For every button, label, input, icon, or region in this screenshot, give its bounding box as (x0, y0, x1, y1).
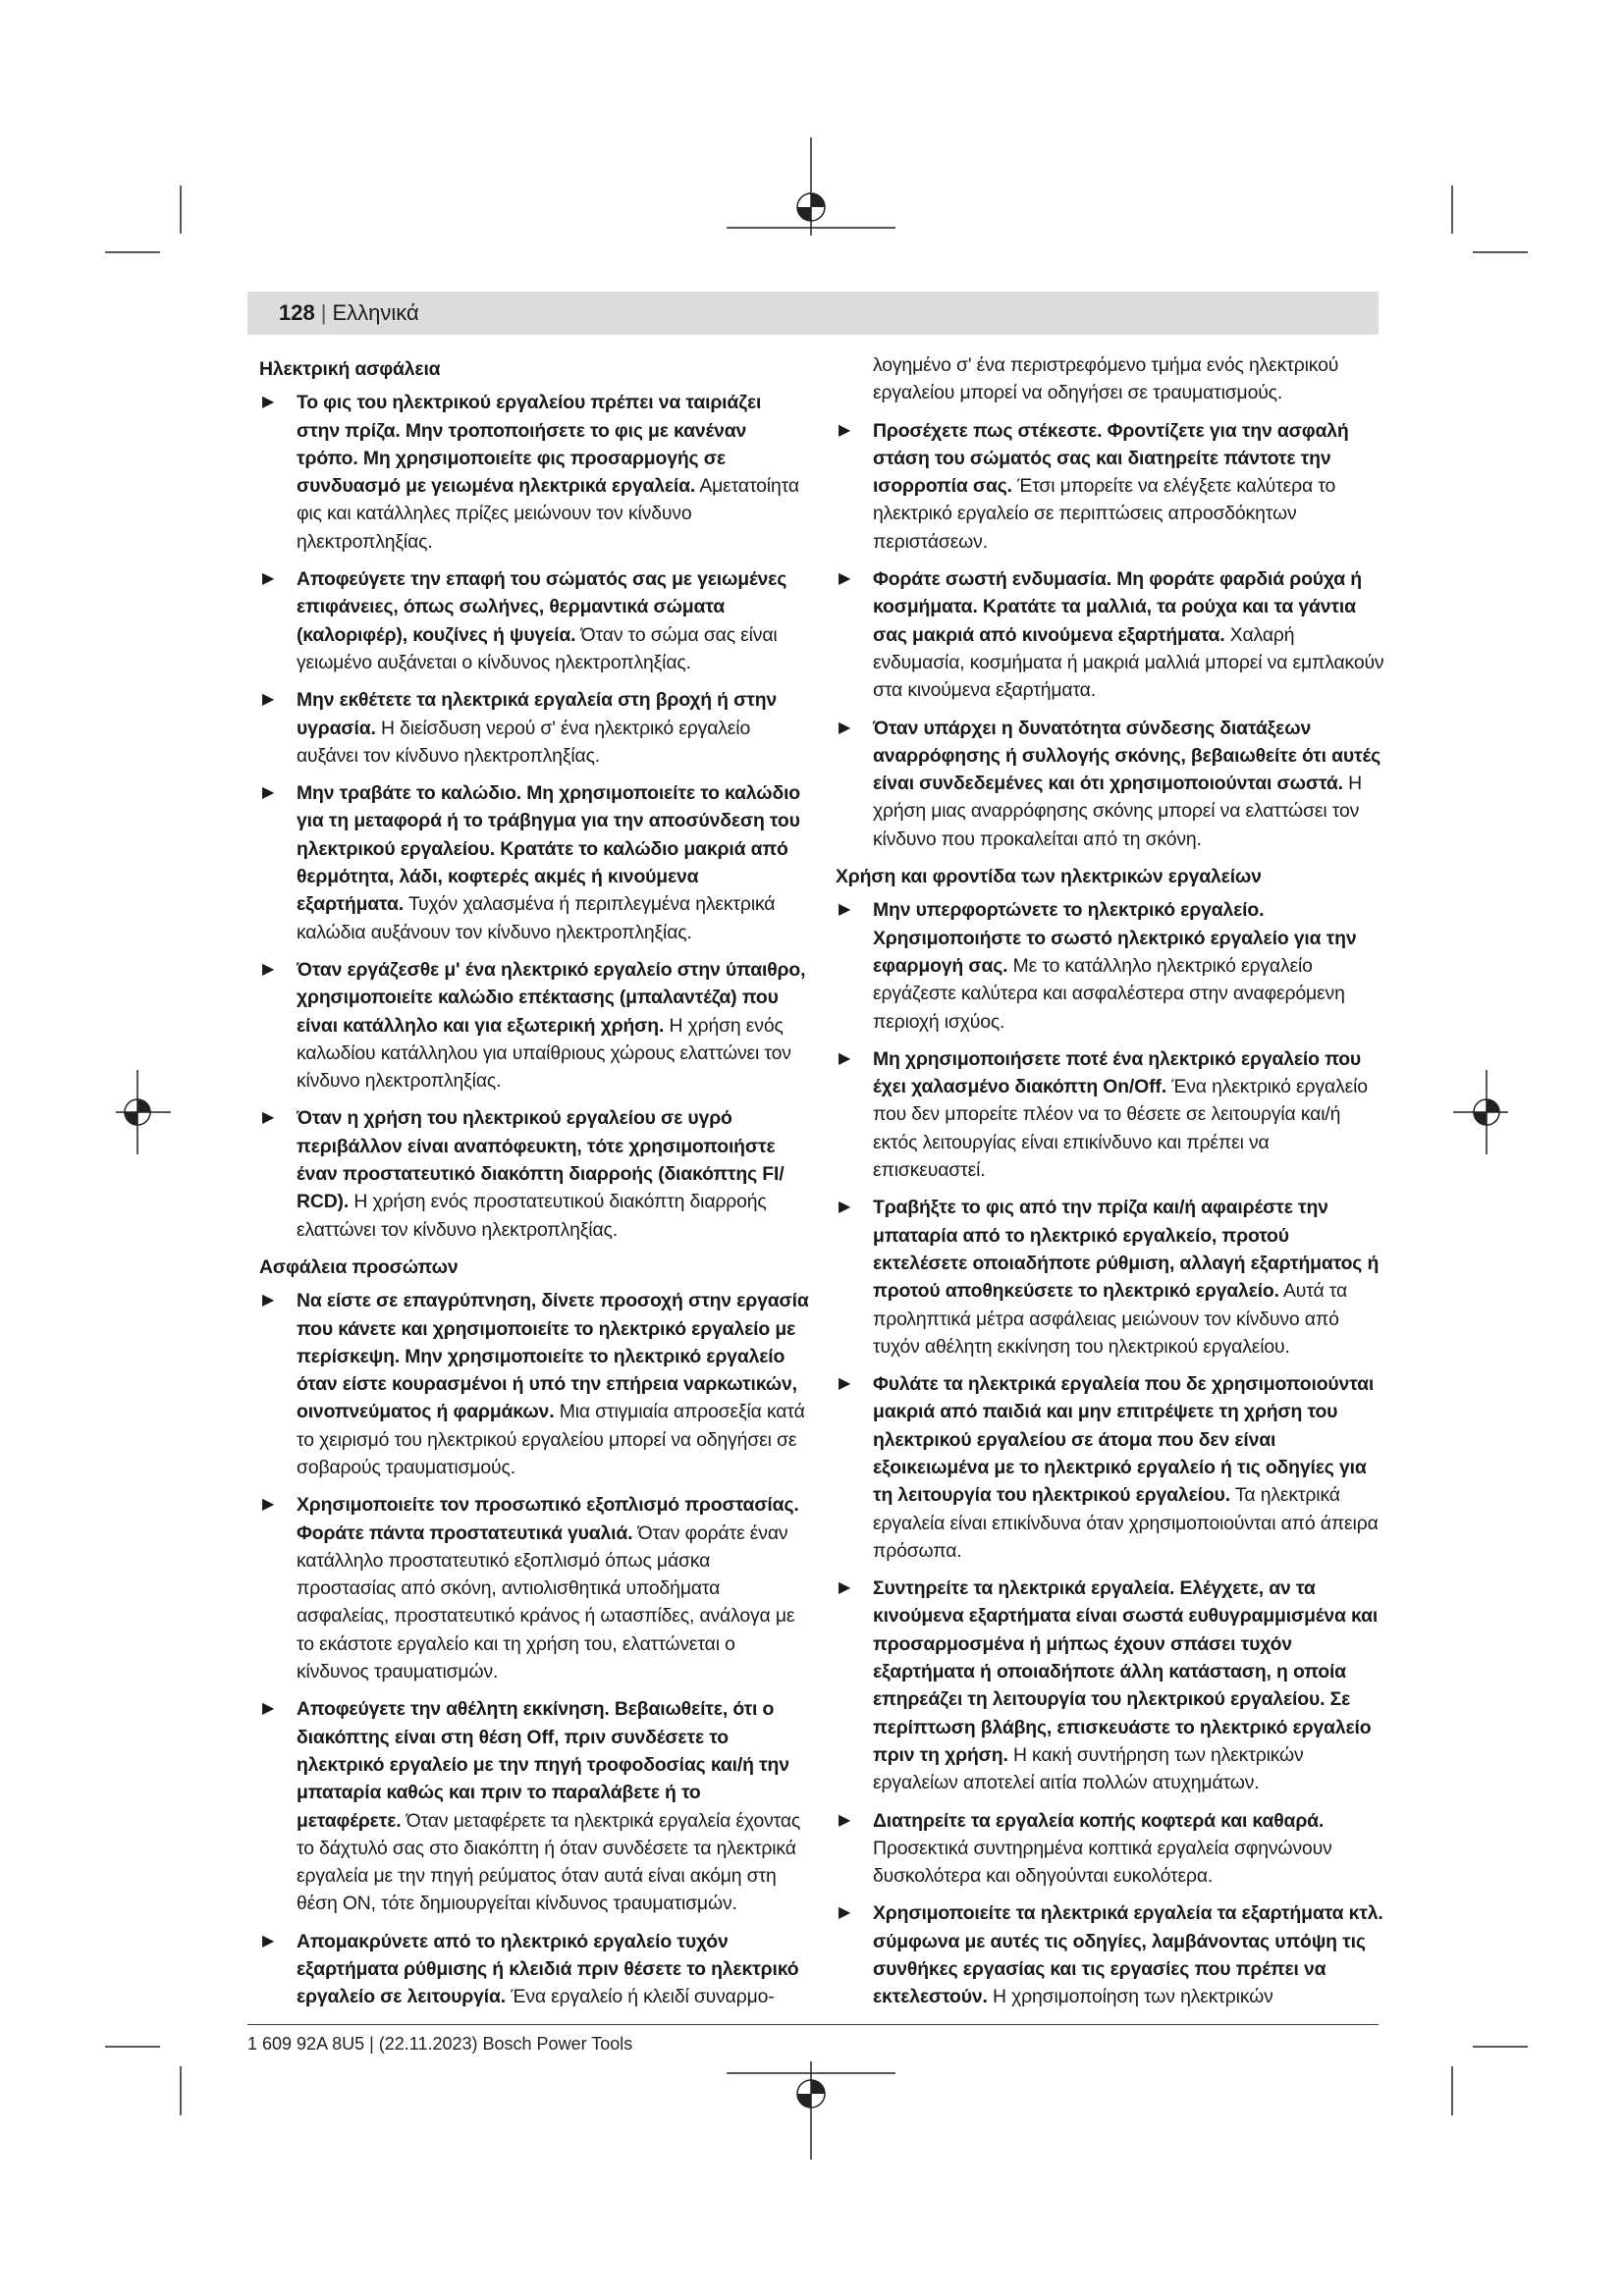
safety-item (836, 896, 1385, 1035)
item-bold-text: Προσέχετε πως στέκεστε. Φροντίζετε για την ασφαλή στάση του σώματός σας και διατηρείτε πάντοτε την ισορροπία σας. (873, 419, 1349, 498)
item-text: Όταν μεταφέρετε τα ηλεκτρικά εργαλεία έχοντας το δάχτυλό σας στο διακόπτη ή όταν συνδέσετε τα ηλεκτρικά εργαλεία με την πηγή ρεύματος όταν αυτά είναι ακόμη στη θέση ON, τότε δημιουργείται κίνδυνος τραυματισμών. (297, 1809, 801, 1915)
bullet-icon: ▶ (839, 570, 851, 588)
safety-item (836, 1899, 1385, 2010)
page-header (247, 292, 1379, 335)
bullet-icon: ▶ (262, 394, 275, 411)
item-text: Η χρήση ενός προστατευτικού διακόπτη διαρροής ελαττώνει τον κίνδυνο ηλεκτροπληξίας. (297, 1191, 767, 1241)
item-text: Τυχόν χαλασμένα ή περιπλεγμένα ηλεκτρικά καλώδια αυξάνουν τον κίνδυνο ηλεκτροπληξίας. (297, 893, 776, 943)
item-bold-text: Όταν η χρήση του ηλεκτρικού εργαλείου σε υγρό περιβάλλον είναι αναπόφευκτη, τότε χρησιμοποιήστε έναν προστατευτικό διακόπτη διαρροής (διακόπτης FI/ RCD). (297, 1107, 785, 1213)
section-heading-tool-use: Χρήση και φροντίδα των ηλεκτρικών εργαλείων (836, 866, 1262, 888)
header-separator: | (320, 300, 327, 325)
item-text: Έτσι μπορείτε να ελέγξετε καλύτερα το ηλεκτρικό εργαλείο σε περιπτώσεις απροσδόκητων περιστάσεων. (873, 475, 1336, 553)
item-bold-text: Όταν εργάζεσθε μ' ένα ηλεκτρικό εργαλείο στην ύπαιθρο, χρησιμοποιείτε καλώδιο επέκτασης (μπαλαντέζα) που είναι κατάλληλο και για εξωτερική χρήση. (297, 958, 806, 1037)
bullet-icon: ▶ (262, 1292, 275, 1309)
bullet-icon: ▶ (262, 1700, 275, 1718)
safety-item (836, 417, 1385, 556)
item-bold-text: Απομακρύνετε από το ηλεκτρικό εργαλείο τυχόν εξαρτήματα ρύθμισης ή κλειδιά πριν θέσετε το ηλεκτρικό εργαλείο σε λειτουργία. (297, 1930, 799, 2008)
safety-item (836, 1194, 1385, 1361)
item-text: Η χρήση μιας αναρρόφησης σκόνης μπορεί να ελαττώσει τον κίνδυνο που προκαλείται από τη σκόνη. (873, 773, 1363, 850)
item-text: Μια στιγμιαία απροσεξία κατά το χειρισμό του ηλεκτρικού εργαλείου μπορεί να οδηγήσει σε σοβαρούς τραυματισμούς. (297, 1401, 805, 1478)
safety-item (259, 389, 809, 556)
bullet-icon: ▶ (839, 421, 851, 439)
item-text: Χαλαρή ενδυμασία, κοσμήματα ή μακριά μαλλιά μπορεί να εμπλακούν στα κινούμενα εξαρτήματα. (873, 623, 1384, 702)
bullet-icon: ▶ (839, 1375, 851, 1393)
safety-item (259, 956, 809, 1095)
bullet-icon: ▶ (262, 691, 275, 709)
bullet-icon: ▶ (839, 1579, 851, 1597)
bullet-icon: ▶ (839, 1049, 851, 1067)
item-bold-text: Φυλάτε τα ηλεκτρικά εργαλεία που δε χρησιμοποιούνται μακριά από παιδιά και μην επιτρέψετε τη χρήση του ηλεκτρικού εργαλείου σε άτομα που δεν είναι εξοικειωμένα με το ηλεκτρικό εργαλείο ή τις οδηγίες για τη λειτουργία του ηλεκτρικού εργαλείου. (873, 1373, 1375, 1507)
item-bold-text: Μην υπερφορτώνετε το ηλεκτρικό εργαλείο. Χρησιμοποιήστε το σωστό ηλεκτρικό εργαλείο για την εφαρμογή σας. (873, 899, 1357, 977)
safety-item (259, 1287, 809, 1481)
bullet-icon: ▶ (262, 1496, 275, 1514)
footer-divider (247, 2024, 1379, 2025)
item-bold-text: Μην εκθέτετε τα ηλεκτρικά εργαλεία στη βροχή ή στην υγρασία. (297, 689, 778, 739)
bullet-icon: ▶ (839, 1904, 851, 1922)
bullet-icon: ▶ (262, 960, 275, 978)
item-bold-text: Το φις του ηλεκτρικού εργαλείου πρέπει να ταιριάζει στην πρίζα. Μην τροποποιήσετε το φις με κανέναν τρόπο. Μη χρησιμοποιείτε φις προσαρμογής σε συνδυασμό με γειωμένα ηλεκτρικά εργαλεία. (297, 392, 762, 498)
safety-item (259, 1695, 809, 1917)
safety-item (836, 715, 1385, 853)
section-heading-electrical-safety: Ηλεκτρική ασφάλεια (259, 358, 441, 380)
item-text: Η χρήση ενός καλωδίου κατάλληλου για υπαίθριους χώρους ελαττώνει τον κίνδυνο ηλεκτροπληξίας. (297, 1014, 791, 1093)
bullet-icon: ▶ (839, 719, 851, 736)
item-text: Η κακή συντήρηση των ηλεκτρικών εργαλείων αποτελεί αιτία πολλών ατυχημάτων. (873, 1743, 1304, 1794)
bullet-icon: ▶ (262, 570, 275, 588)
item-bold-text: Φοράτε σωστή ενδυμασία. Μη φοράτε φαρδιά ρούχα ή κοσμήματα. Κρατάτε τα μαλλιά, τα ρούχα και τα γάντια σας μακριά από κινούμενα εξαρτήματα. (873, 568, 1362, 646)
item-text: Τα ηλεκτρικά εργαλεία είναι επικίνδυνα όταν χρησιμοποιούνται από άπειρα πρόσωπα. (873, 1484, 1379, 1562)
item-bold-text: Αποφεύγετε την επαφή του σώματός σας με γειωμένες επιφάνειες, όπως σωλήνες, θερμαντικά σώματα (καλοριφέρ), κουζίνες ή ψυγεία. (297, 568, 787, 646)
item-bold-text: Όταν υπάρχει η δυνατότητα σύνδεσης διατάξεων αναρρόφησης ή συλλογής σκόνης, βεβαιωθείτε ότι αυτές είναι συνδεδεμένες και ότι χρησιμοποιούνται σωστά. (873, 717, 1381, 795)
bullet-icon: ▶ (262, 1932, 275, 1949)
safety-item (259, 565, 809, 676)
left-column (259, 351, 809, 2021)
page-number: 128 (279, 300, 315, 325)
item-bold-text: Διατηρείτε τα εργαλεία κοπής κοφτερά και καθαρά. (873, 1809, 1325, 1832)
item-bold-text: Μην τραβάτε το καλώδιο. Μη χρησιμοποιείτε το καλώδιο για τη μεταφορά ή το τράβηγμα για την αποσύνδεση του ηλεκτρικού εργαλείου. Κρατάτε το καλώδιο μακριά από θερμότητα, λάδι, κοφτερές ακμές ή κινούμενα εξαρτήματα. (297, 782, 800, 916)
safety-item (836, 565, 1385, 704)
item-text: Όταν το σώμα σας είναι γειωμένο αυξάνεται ο κίνδυνος ηλεκτροπληξίας. (297, 623, 778, 673)
item-text: Με το κατάλληλο ηλεκτρικό εργαλείο εργάζεστε καλύτερα και ασφαλέστερα στην αναφερόμενη περιοχή ισχύος. (873, 954, 1345, 1033)
safety-item (836, 1045, 1385, 1184)
item-bold-text: Χρησιμοποιείτε τα ηλεκτρικά εργαλεία τα εξαρτήματα κτλ. σύμφωνα με αυτές τις οδηγίες, λαμβάνοντας υπόψη τις συνθήκες εργασίας και τις εργασίες που πρέπει να εκτελεστούν. (873, 1902, 1383, 2008)
item-text: Ένα ηλεκτρικό εργαλείο που δεν μπορείτε πλέον να το θέσετε σε λειτουργία και/ή εκτός λειτουργίας είναι επικίνδυνο και πρέπει να επισκευαστεί. (873, 1076, 1368, 1182)
item-text: Αυτά τα προληπτικά μέτρα ασφάλειας μειώνουν τον κίνδυνο από τυχόν αθέλητη εκκίνηση του ηλεκτρικού εργαλείου. (873, 1280, 1348, 1358)
bullet-icon: ▶ (839, 901, 851, 919)
page-language: Ελληνικά (332, 300, 419, 325)
item-text: Η διείσδυση νερού σ' ένα ηλεκτρικό εργαλείο αυξάνει τον κίνδυνο ηλεκτροπληξίας. (297, 717, 751, 767)
item-bold-text: Να είστε σε επαγρύπνηση, δίνετε προσοχή στην εργασία που κάνετε και χρησιμοποιείτε το ηλεκτρικό εργαλείο με περίσκεψη. Μην χρησιμοποιείτε το ηλεκτρικό εργαλείο όταν είστε κουρασμένοι ή υπό την επήρεια ναρκωτικών, οινοπνεύματος ή φαρμάκων. (297, 1290, 809, 1423)
safety-item (836, 1370, 1385, 1565)
safety-item (836, 1807, 1385, 1891)
item-text: Αμετατοίητα φις και κατάλληλες πρίζες μειώνουν τον κίνδυνο ηλεκτροπληξίας. (297, 475, 799, 553)
safety-item (259, 686, 809, 770)
item-bold-text: Χρησιμοποιείτε τον προσωπικό εξοπλισμό προστασίας. Φοράτε πάντα προστατευτικά γυαλιά. (297, 1494, 799, 1544)
item-bold-text: Μη χρησιμοποιήσετε ποτέ ένα ηλεκτρικό εργαλείο που έχει χαλασμένο διακόπτη On/Off. (873, 1047, 1362, 1098)
page-footer: 1 609 92A 8U5 | (22.11.2023) Bosch Power Tools (247, 2034, 633, 2054)
item-text: Ένα εργαλείο ή κλειδί συναρμο- (511, 1986, 775, 2008)
right-column (836, 351, 1385, 2021)
safety-item (836, 1575, 1385, 1796)
bullet-icon: ▶ (262, 784, 275, 802)
safety-item (259, 1491, 809, 1685)
section-heading-personal-safety: Ασφάλεια προσώπων (259, 1255, 459, 1278)
bullet-icon: ▶ (839, 1199, 851, 1216)
item-bold-text: Αποφεύγετε την αθέλητη εκκίνηση. Βεβαιωθείτε, ότι ο διακόπτης είναι στη θέση Off, πριν συνδέσετε το ηλεκτρικό εργαλείο με την πηγή τροφοδοσίας και/ή την μπαταρία καθώς και πριν το παραλάβετε ή το μεταφέρετε. (297, 1698, 789, 1832)
item-text: Προσεκτικά συντηρημένα κοπτικά εργαλεία σφηνώνουν δυσκολότερα και οδηγούνται ευκολότερα. (873, 1837, 1332, 1888)
item-text: Όταν φοράτε έναν κατάλληλο προστατευτικό εξοπλισμό όπως μάσκα προστασίας από σκόνη, αντιολισθητικά υποδήματα ασφαλείας, προστατευτικό κράνος ή ωτασπίδες, ανάλογα με το εκάστοτε εργαλείο και τη χρήση του, ελαττώνεται ο κίνδυνος τραυματισμών. (297, 1522, 795, 1683)
safety-item (259, 1928, 809, 2011)
item-bold-text: Τραβήξτε το φις από την πρίζα και/ή αφαιρέστε την μπαταρία από το ηλεκτρικό εργαλκείο, προτού εκτελέσετε οποιαδήποτε ρύθμιση, αλλαγή εξαρτήματος ή προτού αποθηκεύσετε το ηλεκτρικό εργαλείο. (873, 1197, 1380, 1303)
continued-text: λογημένο σ' ένα περιστρεφόμενο τμήμα ενός ηλεκτρικού εργαλείου μπορεί να οδηγήσει σε τραυματισμούς. (873, 354, 1339, 404)
bullet-icon: ▶ (262, 1109, 275, 1127)
item-text: Η χρησιμοποίηση των ηλεκτρικών (993, 1986, 1273, 2008)
item-bold-text: Συντηρείτε τα ηλεκτρικά εργαλεία. Ελέγχετε, αν τα κινούμενα εξαρτήματα είναι σωστά ευθυγραμμισμένα και προσαρμοσμένα ή μήπως έχουν σπάσει τυχόν εξαρτήματα ή οποιαδήποτε άλλη κατάσταση, η οποία επηρεάζει τη λειτουργία του ηλεκτρικού εργαλείου. Σε περίπτωση βλάβης, επισκευάστε το ηλεκτρικό εργαλείο πριν τη χρήση. (873, 1577, 1379, 1766)
safety-item (259, 1104, 809, 1243)
bullet-icon: ▶ (839, 1811, 851, 1829)
safety-item (259, 779, 809, 946)
